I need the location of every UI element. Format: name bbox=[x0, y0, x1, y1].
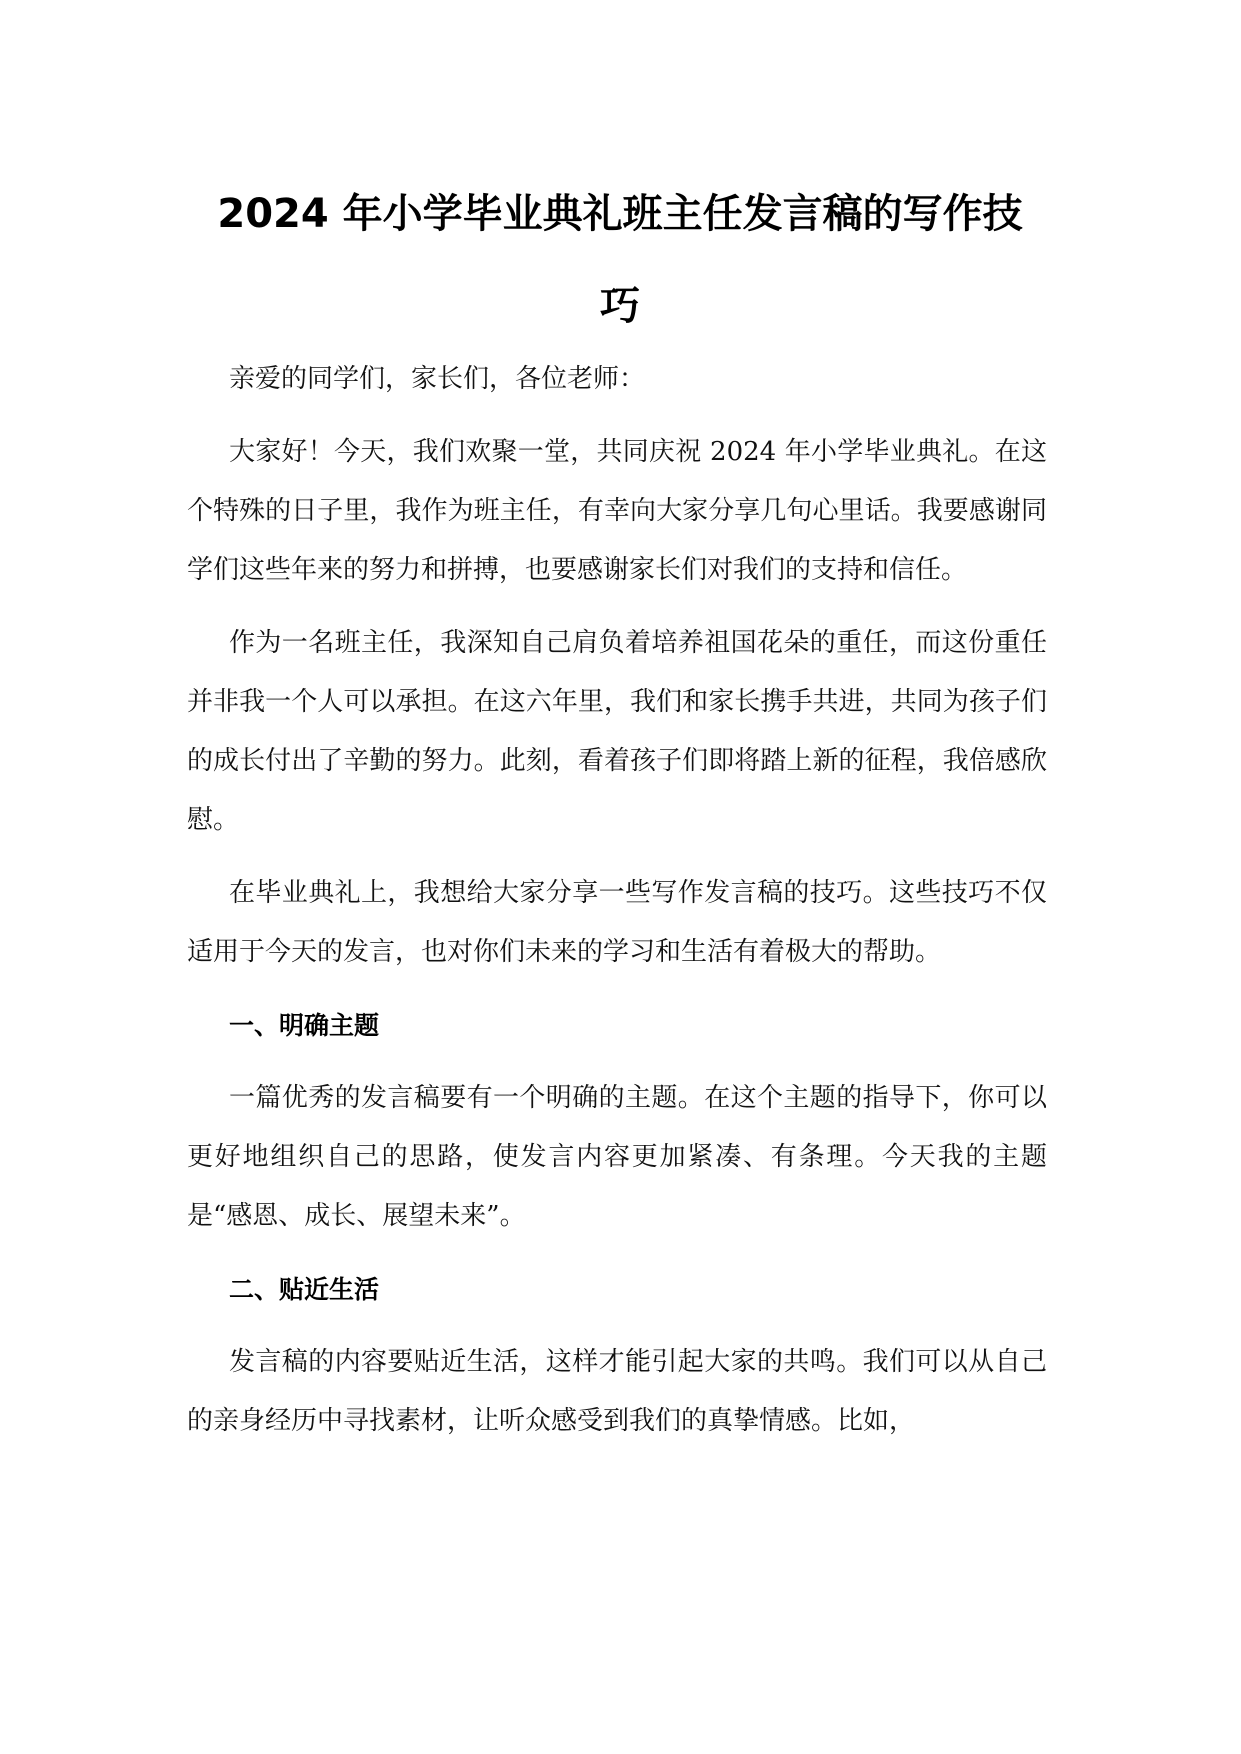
document-body bbox=[187, 350, 1047, 1465]
paragraph-4: 一篇优秀的发言稿要有一个明确的主题。在这个主题的指导下，你可以更好地组织自己的思路，使发言内容更加紧凑、有条理。今天我的主题是“感恩、成长、展望未来”。 bbox=[187, 1083, 1047, 1231]
paragraph-3: 在毕业典礼上，我想给大家分享一些写作发言稿的技巧。这些技巧不仅适用于今天的发言，也对你们未来的学习和生活有着极大的帮助。 bbox=[187, 878, 1047, 967]
paragraph-5: 发言稿的内容要贴近生活，这样才能引起大家的共鸣。我们可以从自己的亲身经历中寻找素材，让听众感受到我们的真挚情感。比如， bbox=[187, 1347, 1047, 1436]
greeting-paragraph: 亲爱的同学们，家长们，各位老师： bbox=[229, 364, 646, 394]
title-line-1: 2024 年小学毕业典礼班主任发言稿的写作技 bbox=[217, 191, 1023, 237]
paragraph-2: 作为一名班主任，我深知自己肩负着培养祖国花朵的重任，而这份重任并非我一个人可以承担。在这六年里，我们和家长携手共进，共同为孩子们的成长付出了辛勤的努力。此刻，看着孩子们即将踏上新的征程，我倍感欣慰。 bbox=[187, 628, 1047, 835]
document-title bbox=[185, 168, 1055, 352]
section-heading-2: 二、贴近生活 bbox=[229, 1275, 380, 1304]
title-line-2: 巧 bbox=[600, 283, 640, 329]
paragraph-1: 大家好！今天，我们欢聚一堂，共同庆祝 2024 年小学毕业典礼。在这个特殊的日子里，我作为班主任，有幸向大家分享几句心里话。我要感谢同学们这些年来的努力和拼搏，也要感谢家长们对我们的支持和信任。 bbox=[187, 437, 1047, 585]
section-heading-1: 一、明确主题 bbox=[229, 1011, 380, 1040]
